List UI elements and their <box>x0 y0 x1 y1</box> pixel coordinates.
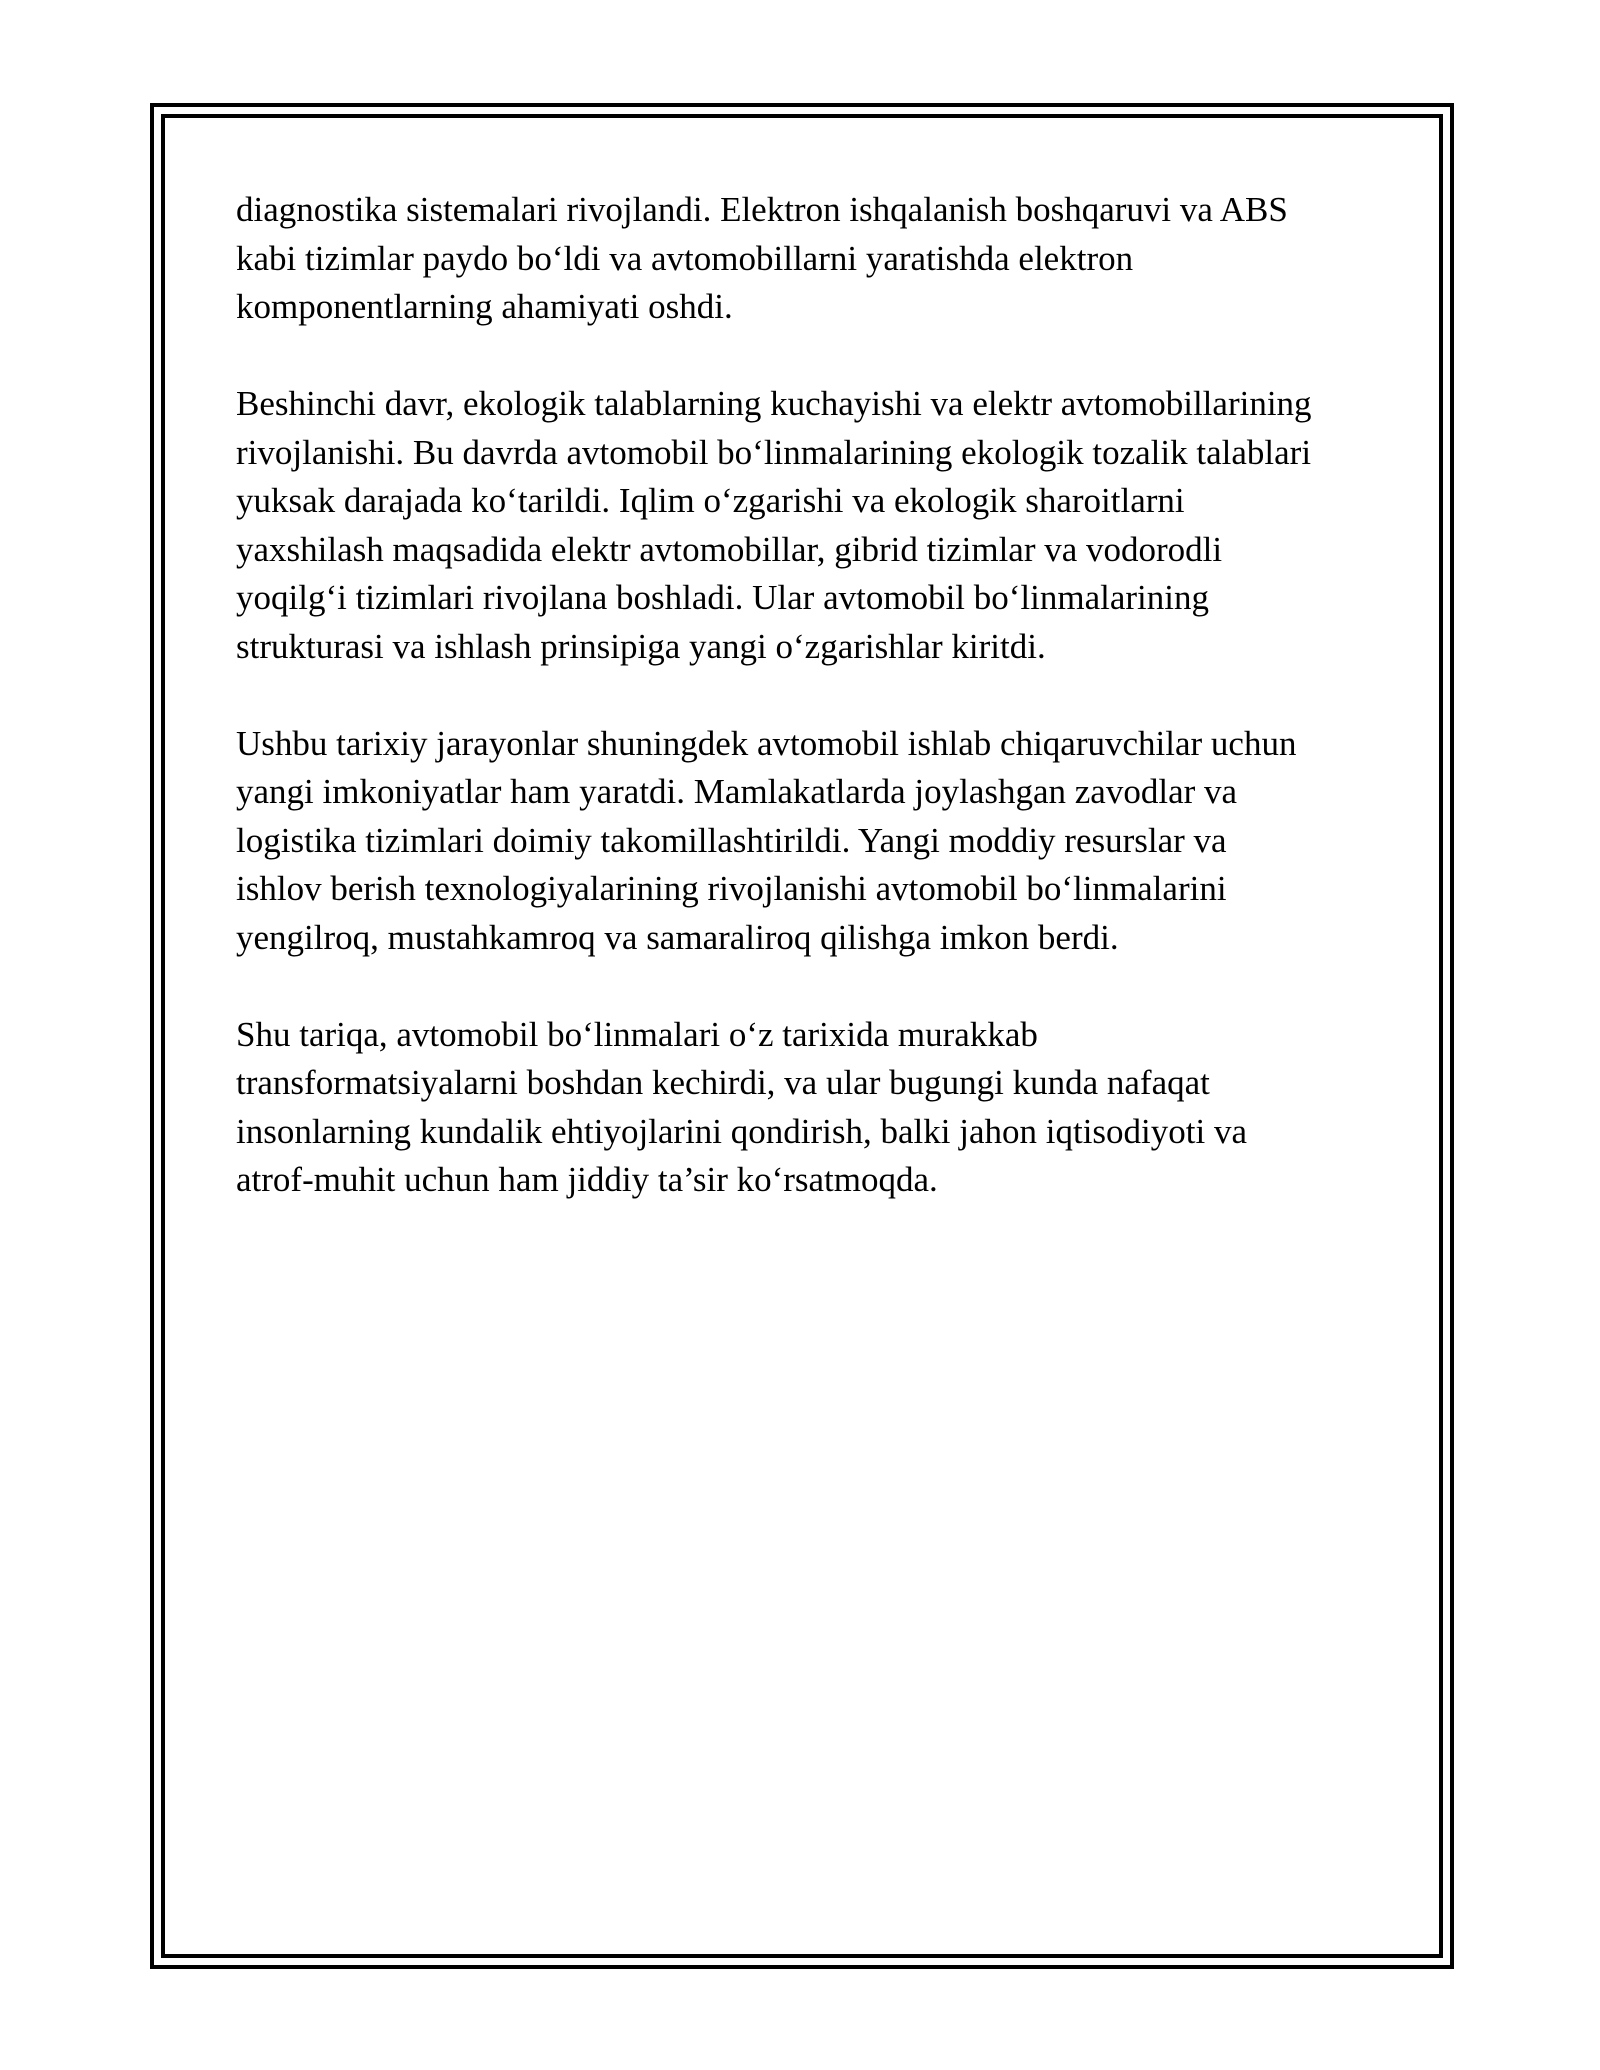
text-line: yaxshilash maqsadida elektr avtomobillar, gibrid tizimlar va vodorodli <box>236 529 1223 569</box>
text-line: ishlov berish texnologiyalarining rivojlanishi avtomobil bo‘linmalarini <box>236 869 1227 908</box>
paragraph-1 <box>236 186 1376 332</box>
text-line: transformatsiyalarni boshdan kechirdi, va ular bugungi kunda nafaqat <box>236 1063 1210 1102</box>
text-line: atrof-muhit uchun ham jiddiy ta’sir ko‘rsatmoqda. <box>236 1160 938 1199</box>
text-line: yengilroq, mustahkamroq va samaraliroq qilishga imkon berdi. <box>236 917 1119 957</box>
paragraph-4 <box>236 1011 1376 1205</box>
text-line: logistika tizimlari doimiy takomillashtirildi. Yangi moddiy resurslar va <box>236 820 1227 860</box>
text-line: rivojlanishi. Bu davrda avtomobil bo‘linmalarining ekologik tozalik talablari <box>236 432 1312 472</box>
text-line: yangi imkoniyatlar ham yaratdi. Mamlakatlarda joylashgan zavodlar va <box>236 772 1238 811</box>
text-line: kabi tizimlar paydo bo‘ldi va avtomobillarni yaratishda elektron <box>236 238 1134 278</box>
text-line: yoqilg‘i tizimlari rivojlana boshladi. Ular avtomobil bo‘linmalarining <box>236 578 1209 617</box>
text-line: insonlarning kundalik ehtiyojlarini qondirish, balki jahon iqtisodiyoti va <box>236 1111 1248 1151</box>
paragraph-2 <box>236 380 1376 671</box>
page-body <box>236 186 1376 1253</box>
text-line: Shu tariqa, avtomobil bo‘linmalari o‘z tarixida murakkab <box>236 1014 1038 1054</box>
text-line: Ushbu tarixiy jarayonlar shuningdek avtomobil ishlab chiqaruvchilar uchun <box>236 723 1297 763</box>
text-line: diagnostika sistemalari rivojlandi. Elektron ishqalanish boshqaruvi va ABS <box>236 190 1288 229</box>
text-line: komponentlarning ahamiyati oshdi. <box>236 287 733 326</box>
text-line: strukturasi va ishlash prinsipiga yangi o‘zgarishlar kiritdi. <box>236 626 1046 666</box>
text-line: yuksak darajada ko‘tarildi. Iqlim o‘zgarishi va ekologik sharoitlarni <box>236 481 1185 520</box>
text-line: Beshinchi davr, ekologik talablarning kuchayishi va elektr avtomobillarining <box>236 384 1312 423</box>
paragraph-3 <box>236 720 1376 963</box>
